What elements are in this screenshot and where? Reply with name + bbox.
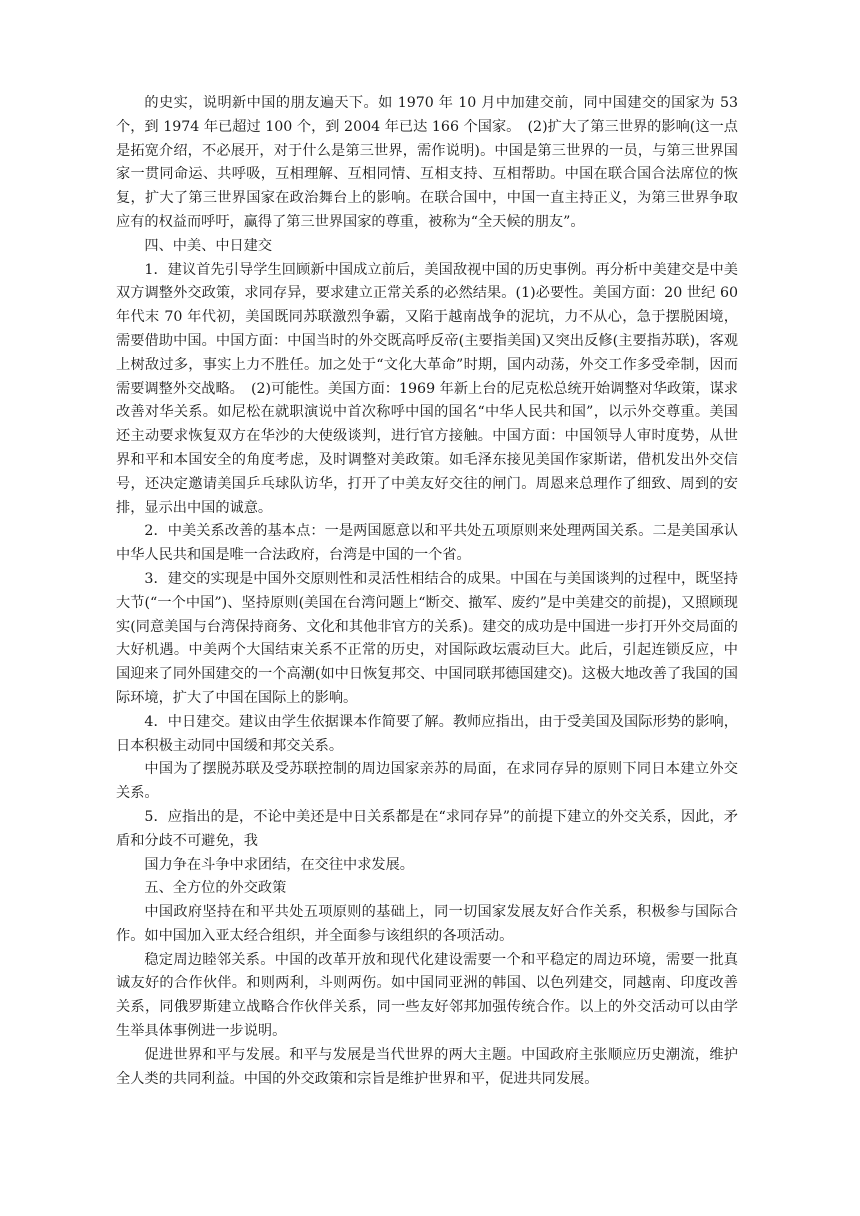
paragraph-point-4: 4．中日建交。建议由学生依据课本作简要了解。教师应指出，由于受美国及国际形势的影响，日本积极主动同中国缓和邦交关系。 bbox=[116, 713, 738, 754]
paragraph-peaceful-coexistence: 中国政府坚持在和平共处五项原则的基础上，同一切国家发展友好合作关系，积极参与国际合作。如中国加入亚太经合组织，并全面参与该组织的各项活动。 bbox=[116, 904, 738, 944]
section-heading-sino-us-japan: 四、中美、中日建交 bbox=[144, 237, 273, 254]
paragraph-neighbor-relations: 稳定周边睦邻关系。中国的改革开放和现代化建设需要一个和平稳定的周边环境，需要一批真诚友好的合作伙伴。和则两利，斗则两伤。如中国同亚洲的韩国、以色列建交，同越南、印度改善关系，同俄罗斯建立战略合作伙伴关系，同一些友好邻邦加强传统合作。以上的外交活动可以由学生举具体事例进一步说明。 bbox=[116, 951, 738, 1040]
paragraph-japan-relations: 中国为了摆脱苏联及受苏联控制的周边国家亲苏的局面，在求同存异的原则下同日本建立外交关系。 bbox=[116, 761, 738, 802]
paragraph-point-5: 5．应指出的是，不论中美还是中日关系都是在“求同存异”的前提下建立的外交关系，因此，矛盾和分歧不可避免，我 bbox=[116, 808, 738, 849]
paragraph-point-1: 1．建议首先引导学生回顾新中国成立前后，美国敌视中国的历史事例。再分析中美建交是中美双方调整外交政策，求同存异，要求建立正常关系的必然结果。(1)必要性。美国方面：20 世纪 60 年代末 70 年代初，美国既同苏联激烈争霸，又陷于越南战争的泥坑，力不从心，急于摆脱困境，需要借助中国。中国方面：中国当时的外交既高呼反帝(主要指美国)又突出反修(主要指苏联)，客观上树敌过多，事实上力不胜任。加之处于“文化大革命”时期，国内动荡，外交工作多受牵制，因而需要调整外交战略。 (2)可能性。美国方面：1969 年新上台的尼克松总统开始调整对华政策，谋求改善对华关系。如尼松在就职演说中首次称呼中国的国名“中华人民共和国”，以示外交尊重。美国还主动要求恢复双方在华沙的大使级谈判，进行官方接触。中国方面：中国领导人审时度势，从世界和平和本国安全的角度考虑，及时调整对美政策。如毛泽东接见美国作家斯诺，借机发出外交信号，还决定邀请美国乒乓球队访华，打开了中美友好交往的闸门。周恩来总理作了细致、周到的安排，显示出中国的诚意。 bbox=[116, 261, 738, 516]
paragraph-point-2: 2．中美关系改善的基本点：一是两国愿意以和平共处五项原则来处理两国关系。二是美国承认中华人民共和国是唯一合法政府，台湾是中国的一个省。 bbox=[116, 523, 738, 564]
paragraph-point-3: 3．建交的实现是中国外交原则性和灵活性相结合的成果。中国在与美国谈判的过程中，既坚持大节(“一个中国”)、坚持原则(美国在台湾问题上“断交、撤军、废约”是中美建交的前提)，又照顾现实(同意美国与台湾保持商务、文化和其他非官方的关系)。建交的成功是中国进一步打开外交局面的大好机遇。中美两个大国结束关系不正常的历史，对国际政坛震动巨大。此后，引起连锁反应，中国迎来了同外国建交的一个高潮(如中日恢复邦交、中国同联邦德国建交)。这极大地改善了我国的国际环境，扩大了中国在国际上的影响。 bbox=[116, 570, 738, 706]
section-heading-omnidirectional: 五、全方位的外交政策 bbox=[144, 880, 287, 897]
paragraph-third-world: 的史实，说明新中国的朋友遍天下。如 1970 年 10 月中加建交前，同中国建交的国家为 53 个，到 1974 年已超过 100 个，到 2004 年已达 166 个国家。 (2)扩大了第三世界的影响(这一点是拓宽介绍，不必展开，对于什么是第三世界，需作说明)。中国是第三世界的一员，与第三世界国家一贯同命运、共呼吸，互相理解、互相同情、互相支持、互相帮助。中国在联合国合法席位的恢复，扩大了第三世界国家在政治舞台上的影响。在联合国中，中国一直主持正义，为第三世界争取应有的权益而呼吁，赢得了第三世界国家的尊重，被称为“全天候的朋友”。 bbox=[116, 95, 738, 230]
paragraph-point-5-continued: 国力争在斗争中求团结，在交往中求发展。 bbox=[144, 856, 414, 873]
paragraph-world-peace: 促进世界和平与发展。和平与发展是当代世界的两大主题。中国政府主张顺应历史潮流，维护全人类的共同利益。中国的外交政策和宗旨是维护世界和平，促进共同发展。 bbox=[116, 1046, 738, 1087]
document-page bbox=[116, 92, 738, 1091]
